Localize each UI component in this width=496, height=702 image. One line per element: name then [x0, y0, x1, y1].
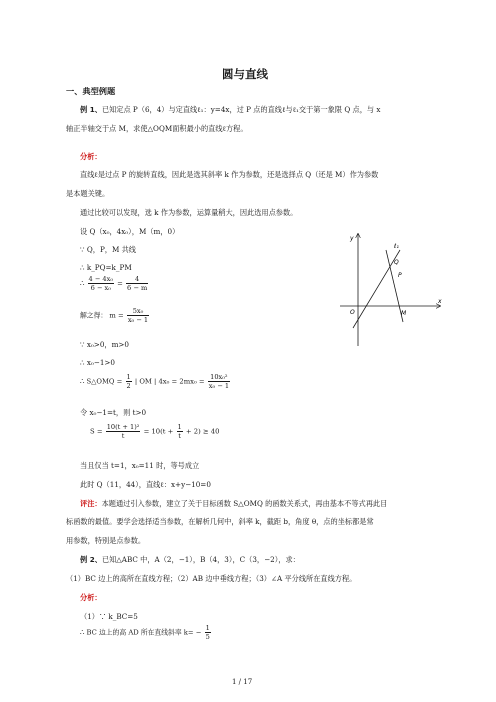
- equation-area: ∴ S△OMQ = $\frac{1}{2}$ | OM | 4x₀ = 2mx₀ = $\frac{\text{10x₀²}}{\text{x₀ − 1}}$: [80, 373, 230, 390]
- fraction: $\frac{\text{5x₀}}{\text{x₀ − 1}}$: [127, 307, 149, 324]
- section-heading: 一、典型例题: [66, 86, 116, 96]
- example-2: 例 2、已知△ABC 中，A（2，−1），B（4，3），C（3，−2），求：: [80, 555, 300, 564]
- line-l1: [353, 250, 400, 328]
- analysis-1-para-2: 通过比较可以发现，选 k 作为参数，运算量稍大，因此选用点参数。: [80, 208, 298, 217]
- analysis-1-label: 分析：: [80, 152, 102, 161]
- analysis-2-label: 分析：: [80, 593, 102, 602]
- example-2-label: 例 2、: [80, 555, 102, 564]
- fraction: $\frac{1}{5}$: [205, 624, 210, 641]
- example-1: [80, 105, 380, 114]
- example-2-line-2: （1）BC 边上的高所在直线方程；（2）AB 边中垂线方程；（3）∠A 平分线所在直线方程。: [66, 574, 357, 583]
- analysis-2-step-2: ∴ BC 边上的高 AD 所在直线斜率 k= − $\frac{1}{5}$: [80, 624, 210, 641]
- analysis-1-step-7: ∴ x₀−1>0: [80, 358, 115, 367]
- p-label: P: [398, 272, 402, 279]
- l1-label: ℓ₁: [394, 243, 399, 250]
- fraction: $\frac{\text{4 − 4x₀}}{\text{6 − x₀}}$: [88, 275, 113, 292]
- analysis-1-step-11: 当且仅当 t=1，x₀=11 时，等号成立: [80, 461, 200, 470]
- analysis-1-step-9: 令 x₀−1=t，则 t>0: [80, 408, 147, 417]
- analysis-1-step-12: 此时 Q（11，44），直线ℓ：x+y−10=0: [80, 480, 211, 489]
- fraction: $\frac{\text{10x₀²}}{\text{x₀ − 1}}$: [208, 373, 230, 390]
- fraction: $\frac{1}{t}$: [177, 423, 182, 440]
- analysis-1-step-2: ∵ Q，P，M 共线: [80, 245, 136, 254]
- page-number: 1 / 17: [232, 678, 253, 686]
- x-axis-label: x: [438, 298, 442, 305]
- example-1-line-2: 轴正半轴交于点 M，求使△OQM面积最小的直线ℓ方程。: [66, 124, 248, 133]
- o-label: O: [350, 309, 355, 316]
- example-1-line-1: 已知定点 P（6，4）与定直线ℓ₁：y=4x，过 P 点的直线ℓ与ℓ₁交于第一象限 Q 点，与 x: [101, 105, 381, 114]
- equation-s: S = $\frac{\text{10(t + 1)²}}{t}$ = 10(t + $\frac{1}{t}$ + 2) ≥ 40: [90, 423, 220, 440]
- fraction: $\frac{1}{2}$: [126, 373, 131, 390]
- analysis-2-step-1: （1）∵ k_BC=5: [80, 612, 138, 621]
- fraction: $\frac{4}{6 - m}$: [127, 275, 148, 292]
- analysis-1-para-1a: 直线ℓ是过点 P 的旋转直线，因此是选其斜率 k 作为参数，还是选择点 Q（还是 M）作为参数: [80, 170, 379, 179]
- equation-m: 解之得： m = $\frac{\text{5x₀}}{\text{x₀ − 1}}$: [80, 307, 149, 324]
- y-axis-label: y: [350, 235, 354, 242]
- analysis-1-step-6: ∵ x₀>0，m>0: [80, 340, 129, 349]
- equation-slopes: ∴ $\frac{\text{4 − 4x₀}}{\text{6 − x₀}}$ = $\frac{4}{6 - m}$: [80, 275, 148, 292]
- q-label: Q: [394, 259, 399, 266]
- analysis-1-para-1b: 是本题关键。: [66, 189, 110, 198]
- comment-1-line-2: 标函数的最值。要学会选择适当参数，在解析几何中，斜率 k，截距 b，角度 θ，点的坐标都是常: [66, 517, 374, 526]
- fraction: $\frac{\text{10(t + 1)²}}{t}$: [106, 423, 140, 440]
- page-title: 圆与直线: [222, 67, 268, 81]
- coordinate-figure: [300, 228, 450, 352]
- analysis-1-step-3: ∴ k_PQ=k_PM: [80, 263, 132, 272]
- example-1-label: 例 1、: [80, 105, 102, 114]
- m-label: M: [401, 310, 407, 317]
- comment-label: 评注：: [80, 499, 102, 508]
- comment-1: 评注：本题通过引入参数，建立了关于目标函数 S△OMQ 的函数关系式，再由基本不等式再此目: [80, 499, 388, 508]
- comment-1-line-3: 用参数，特别是点参数。: [66, 536, 146, 545]
- analysis-1-step-1: 设 Q（x₀，4x₀），M（m，0）: [80, 227, 180, 236]
